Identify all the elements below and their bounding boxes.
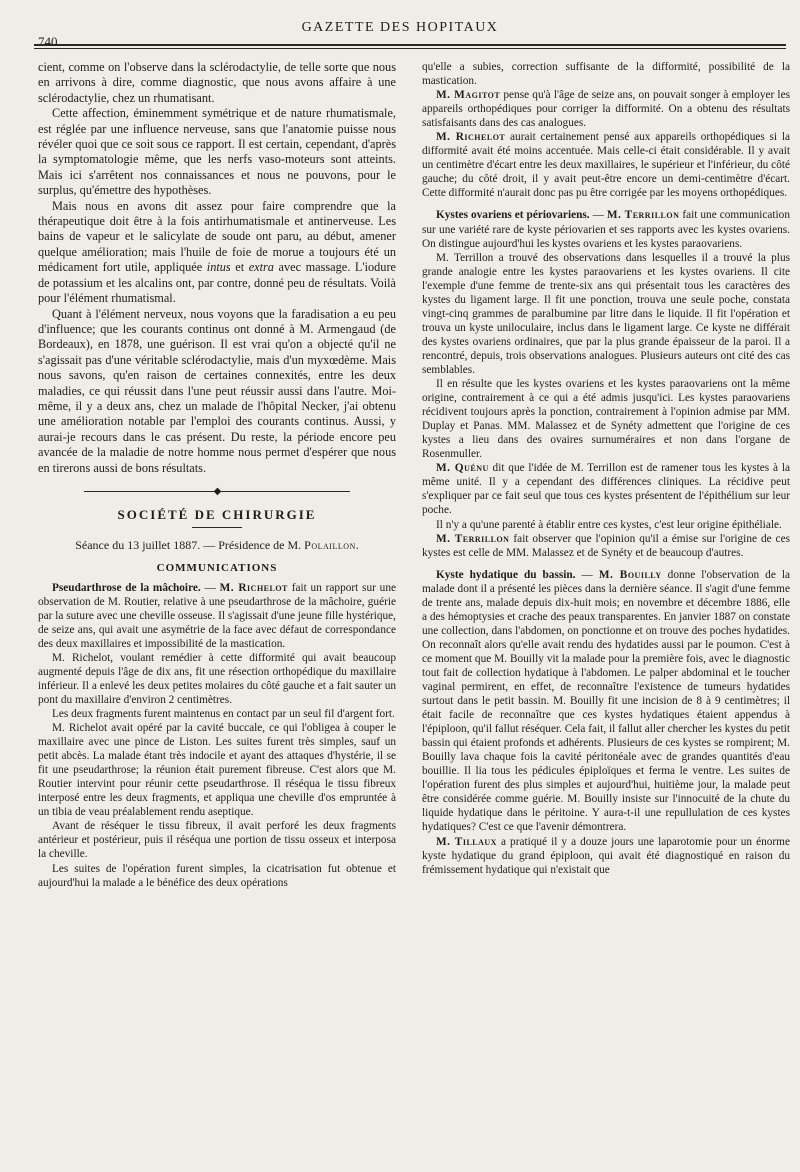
italic-word: extra <box>248 260 274 275</box>
paragraph: M. Richelot aurait certainement pensé aux appareils orthopédiques si la difformité avait été moins accentuée. Mais celle-ci était considérable. Il y avait un centimètre d'écart entre les deux maxillaires, le supérieur et l'inférieur, du côté gauche; du côté droit, il y avait peut-être encore un demi-centimètre d'écart. Cette difformité n'aurait donc pas pu être corrigée par les moyens orthopédiques. <box>422 131 790 200</box>
paragraph: Avant de réséquer le tissu fibreux, il avait perforé les deux fragments antérieur et postérieur, puis il réséqua une portion de tissu osseux et interposa la cheville. <box>38 820 396 861</box>
page-number: 740 <box>38 34 58 49</box>
paragraph: M. Magitot pense qu'à l'âge de seize ans, on pouvait songer à employer les appareils orthopédiques pour corriger la difformité. On a obtenu des résultats satisfaisants dans des cas analogues. <box>422 89 790 130</box>
paragraph: cient, comme on l'observe dans la sclérodactylie, de telle sorte que nous en arrivons à dire, comme diagnostic, que nous avons affaire à une sclérodactylie, chez un rhumatisant. <box>38 60 396 105</box>
paragraph: Mais nous en avons dit assez pour faire comprendre que la thérapeutique doit être à la fois antirhumatismale et antinerveuse. Les bains de vapeur et le salicylate de soude ont paru, au début, amener quelque amélioration; mais l'huile de foie de morue a toujours été un médicament fort utile, appliquée intus et extra avec massage. L'iodure de potassium et les alcalins ont, par contre, donné peu de résultats. Voilà pour l'élément rhumatismal. <box>38 198 397 306</box>
running-title: GAZETTE DES HOPITAUX <box>301 20 499 35</box>
paragraph: Les suites de l'opération furent simples, la cicatrisation fut obtenue et aujourd'hui la malade a le bénéfice des deux opérations <box>38 862 396 889</box>
paragraph: M. Terrillon a trouvé des observations dans lesquelles il a trouvé la plus grande analogie entre les kystes paraovariens et les kystes ovariens. Il cite l'exemple d'une femme de trente-six ans qui présentait tous les caractères des kystes du ligament large. Il fit une ponction, trouva une seule poche, constata vingt-cinq grammes de paralbumine par litre dans le liquide. Il fit l'opération et trouva un kyste uniloculaire, inclus dans le ligament large. Ce kyste ne différait des kystes ovariens ordinaires, que par la plus grande épaisseur de la paroi. Il a rencontré, depuis, trois observations analogues. Plusieurs auteurs ont cité des cas semblables. <box>422 251 790 376</box>
paragraph: Pseudarthrose de la mâchoire. — M. Richelot fait un rapport sur une observation de M. Routier, relative à une pseudarthrose de la mâchoire, guérie par la suture avec une cheville osseuse. Il s'agissait d'une jeune fille hystérique, de seize ans, qui avait une asymétrie de la face avec défaut de correspondance des deux maxillaires et impossibilité de la mastication. <box>38 581 396 650</box>
paragraph: qu'elle a subies, correction suffisante de la difformité, possibilité de la mastication. <box>422 61 790 88</box>
left-column <box>38 60 396 890</box>
communications-heading: COMMUNICATIONS <box>156 562 278 575</box>
paragraph: M. Terrillon fait observer que l'opinion qu'il a émise sur l'origine de ces kystes est celle de MM. Malassez et de Synéty et de beaucoup d'autres. <box>422 532 790 559</box>
paragraph: M. Richelot, voulant remédier à cette difformité qui avait beaucoup augmenté depuis l'âge de dix ans, fit une résection orthopédique du maxillaire inférieur. Il a enlevé les deux petites molaires du côté gauche et a fait sauter un pont du maxillaire d'environ 2 centimètres. <box>38 651 396 706</box>
paragraph: M. Richelot avait opéré par la cavité buccale, ce qui l'obligea à couper le maxillaire avec une pince de Liston. Les suites furent très simples, sauf un petit abcès. La malade étant très indocile et ayant des attaques d'hystérie, il se fit une pseudarthrose; la réunion était purement fibreuse. C'est alors que M. Routier intervint pour réunir cette pseudarthrose. Il réséqua le tissu fibreux interposé entre les deux fragments, et appliqua une cheville d'os empruntée à un tibia de veau préalablement rendu aseptique. <box>38 722 396 819</box>
paragraph: M. Quénu dit que l'idée de M. Terrillon est de ramener tous les kystes à la même unité. Il y a cependant des différences cliniques. La récidive peut s'expliquer par ce fait seul que tous ces kystes présentent de l'épithélium sur leur poche. <box>422 462 790 517</box>
paragraph: Cette affection, éminemment symétrique et de nature rhumatismale, est réglée par une influence nerveuse, sans que l'anatomie puisse nous révéler quoi que ce soit sous ce rapport. Il est certain, cependant, d'après la symptomatologie même, que les nerfs vaso-moteurs sont atteints. Mais ici s'arrêtent nos connaissances et nous ne pouvons, pour le surplus, qu'émettre des hypothèses. <box>38 106 396 198</box>
pseudarthrose-article <box>38 581 396 890</box>
paragraph: Kystes ovariens et périovariens. — M. Terrillon fait une communication sur une variété rare de kyste périovarien et ses rapports avec les kystes ovariens. On distingue aujourd'hui les kystes ovariens et les kystes paraovariens. <box>422 209 790 250</box>
paragraph: Quant à l'élément nerveux, nous voyons que la faradisation a eu peu d'influence; que les courants continus ont donné à M. Armengaud (de Bordeaux), en 1878, une guérison. Il est vrai qu'on a objecté qu'il ne s'agissait pas d'une véritable sclérodactylie, mais d'un myxœdème. Mais nous savons, qu'en raison de certaines connexités, entre les deux maladies, ce qui réussit dans l'une peut réussir aussi dans l'autre. Moi-même, il y a deux ans, chez un malade de l'hôpital Necker, j'ai obtenu une amélioration notable par l'emploi des courants continus. Aussi, y aurai-je recours dans le cas présent. Du reste, la période encore peu avancée de la maladie de notre homme nous permet d'espérer que nous en tirerons aussi de bons résultats. <box>38 306 396 475</box>
section-title: SOCIÉTÉ DE CHIRURGIE <box>117 507 317 523</box>
divider <box>192 527 242 528</box>
paragraph: Il n'y a qu'une parenté à établir entre ces kystes, c'est leur origine épithéliale. <box>436 518 782 531</box>
seance-line: Séance du 13 juillet 1887. — Présidence de M. Polaillon. <box>75 537 359 552</box>
section-ornament: ◆ <box>38 484 396 499</box>
header-rule-thin <box>34 48 786 49</box>
paragraph: Il en résulte que les kystes ovariens et les kystes paraovariens ont la même origine, contrairement à ce qui a été admis jusqu'ici. Les kystes paraovariens récidivent toujours après la ponction, contrairement à l'opinion admise par MM. Duplay et Panas. MM. Malassez et de Synéty admettent que l'origine de ces kystes a lieu dans des ovaires surnuméraires et non dans l'organe de Rosenmuller. <box>422 378 790 461</box>
right-column <box>422 60 790 877</box>
paragraph: Kyste hydatique du bassin. — M. Bouilly donne l'observation de la malade dont il a présenté les pièces dans la dernière séance. Il s'agit d'une femme de trente ans, malade depuis dix-huit mois; en novembre et décembre 1886, elle a des hémoptysies et crache des peaux transparentes. En janvier 1887 on constate une collection, dans l'abdomen, on ponctionne et on trouve des poches hydatides. On reconnaît alors qu'elle avait rendu des hydatides aussi par le poumon. C'est à ce moment que M. Bouilly vit la malade pour la première fois, avec le diagnostic tout fait de collection hydatique à l'abdomen. Le palper abdominal et le toucher vaginal permirent, en effet, de reconnaître l'existence de tumeurs hydatides surtout dans le petit bassin. M. Bouilly fit une incision de 8 à 9 centimètres; il était facile de reconnaître que ces kystes hydatiques étaient appendus à l'épiploon, qu'il fallut réséquer. Cela fait, il fallut aller chercher les kystes du petit bassin qui étaient profonds et adhérents. Plusieurs de ces kystes se rompirent; M. Bouilly lava chaque fois la cavité péritonéale avec de grandes quantités d'eau bouillie. Il lia tous les pédicules épiploïques et ferma le ventre. Les suites de l'opération furent des plus simples et aujourd'hui, huitième jour, la malade peut être considérée comme guérie. M. Bouilly insiste sur l'innocuité de la chute du liquide hydatique dans le péritoine. Y aura-t-il une repullulation de ces kystes hydatiques? C'est ce que l'avenir démontrera. <box>422 568 790 834</box>
italic-word: intus <box>206 260 231 275</box>
paragraph: M. Tillaux a pratiqué il y a douze jours une laparotomie pour un énorme kyste hydatique du grand épiploon, qui avait été diagnostiqué en raison du frémissement hydatique qui n'existait que <box>422 835 790 876</box>
header-rule <box>34 44 786 46</box>
paragraph: Les deux fragments furent maintenus en contact par un seul fil d'argent fort. <box>52 708 395 721</box>
